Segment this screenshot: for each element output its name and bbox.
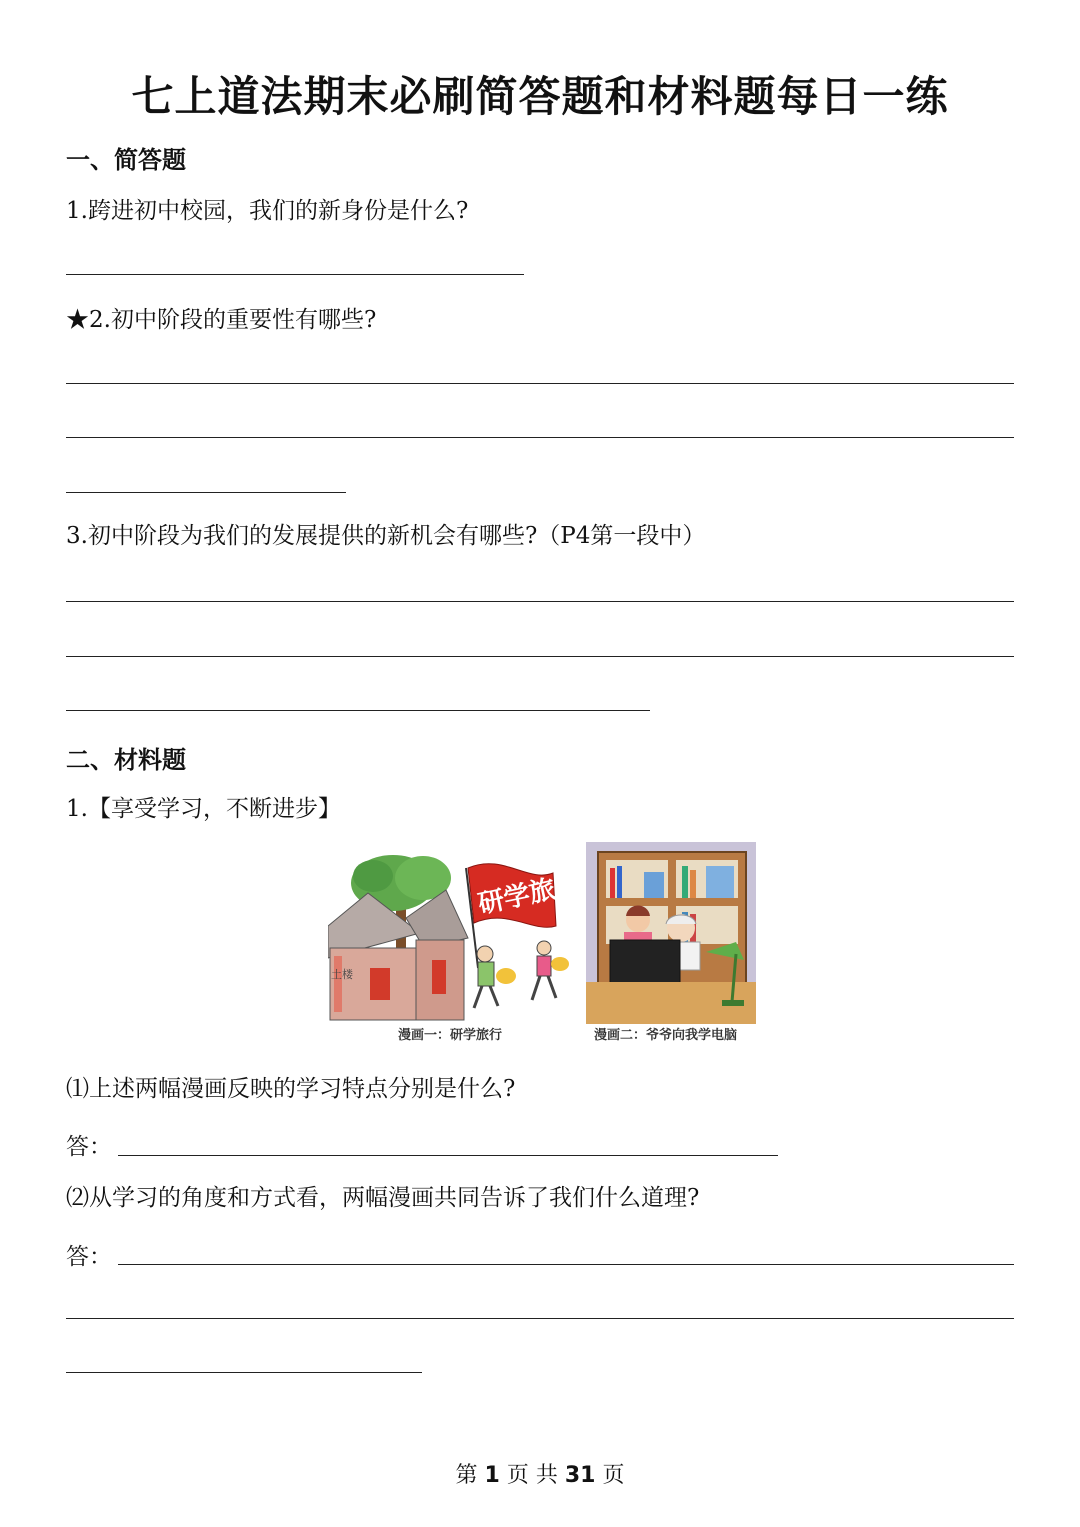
answer-line bbox=[66, 437, 1014, 438]
footer-total-pages: 31 bbox=[564, 1463, 596, 1488]
footer-page-number: 1 bbox=[484, 1463, 500, 1488]
page-footer bbox=[0, 1458, 1080, 1489]
answer-line bbox=[118, 1155, 778, 1156]
footer-middle: 页 共 bbox=[506, 1463, 558, 1488]
answer-line bbox=[66, 1318, 1014, 1319]
footer-suffix: 页 bbox=[602, 1463, 625, 1488]
answer-line bbox=[66, 383, 1014, 384]
section-heading-material: 二、材料题 bbox=[66, 746, 186, 774]
answer-line bbox=[66, 492, 346, 493]
cartoon1-caption: 漫画一：研学旅行 bbox=[398, 1028, 503, 1043]
flag-text: 研学旅行 bbox=[475, 868, 578, 920]
cartoon-grandpa-computer bbox=[586, 842, 756, 1043]
answer-line bbox=[66, 1372, 422, 1373]
footer-prefix: 第 bbox=[455, 1463, 478, 1488]
question-3: 3.初中阶段为我们的发展提供的新机会有哪些?（P4第一段中） bbox=[66, 523, 706, 549]
cartoon-study-trip-illustration bbox=[328, 848, 578, 1024]
answer-line bbox=[66, 274, 524, 275]
answer-label: 答： bbox=[66, 1244, 112, 1270]
answer-line bbox=[66, 710, 650, 711]
section-heading-short-answer: 一、简答题 bbox=[66, 146, 186, 174]
page-title: 七上道法期末必刷简答题和材料题每日一练 bbox=[131, 72, 949, 121]
answer-line bbox=[66, 601, 1014, 602]
sub-question-2: ⑵从学习的角度和方式看，两幅漫画共同告诉了我们什么道理? bbox=[66, 1185, 700, 1211]
answer-label: 答： bbox=[66, 1134, 112, 1160]
answer-line bbox=[66, 656, 1014, 657]
house-sign: 土楼 bbox=[331, 968, 353, 981]
answer-line bbox=[118, 1264, 1014, 1265]
sub-question-1: ⑴上述两幅漫画反映的学习特点分别是什么? bbox=[66, 1076, 516, 1102]
question-1: 1.跨进初中校园，我们的新身份是什么? bbox=[66, 198, 469, 224]
material-item-title: 1.【享受学习，不断进步】 bbox=[66, 796, 341, 822]
cartoon-study-trip bbox=[328, 848, 578, 1043]
cartoon-grandpa-computer-illustration bbox=[586, 842, 756, 1024]
question-2: ★2.初中阶段的重要性有哪些? bbox=[66, 307, 377, 333]
cartoon2-caption: 漫画二：爷爷向我学电脑 bbox=[594, 1028, 738, 1043]
